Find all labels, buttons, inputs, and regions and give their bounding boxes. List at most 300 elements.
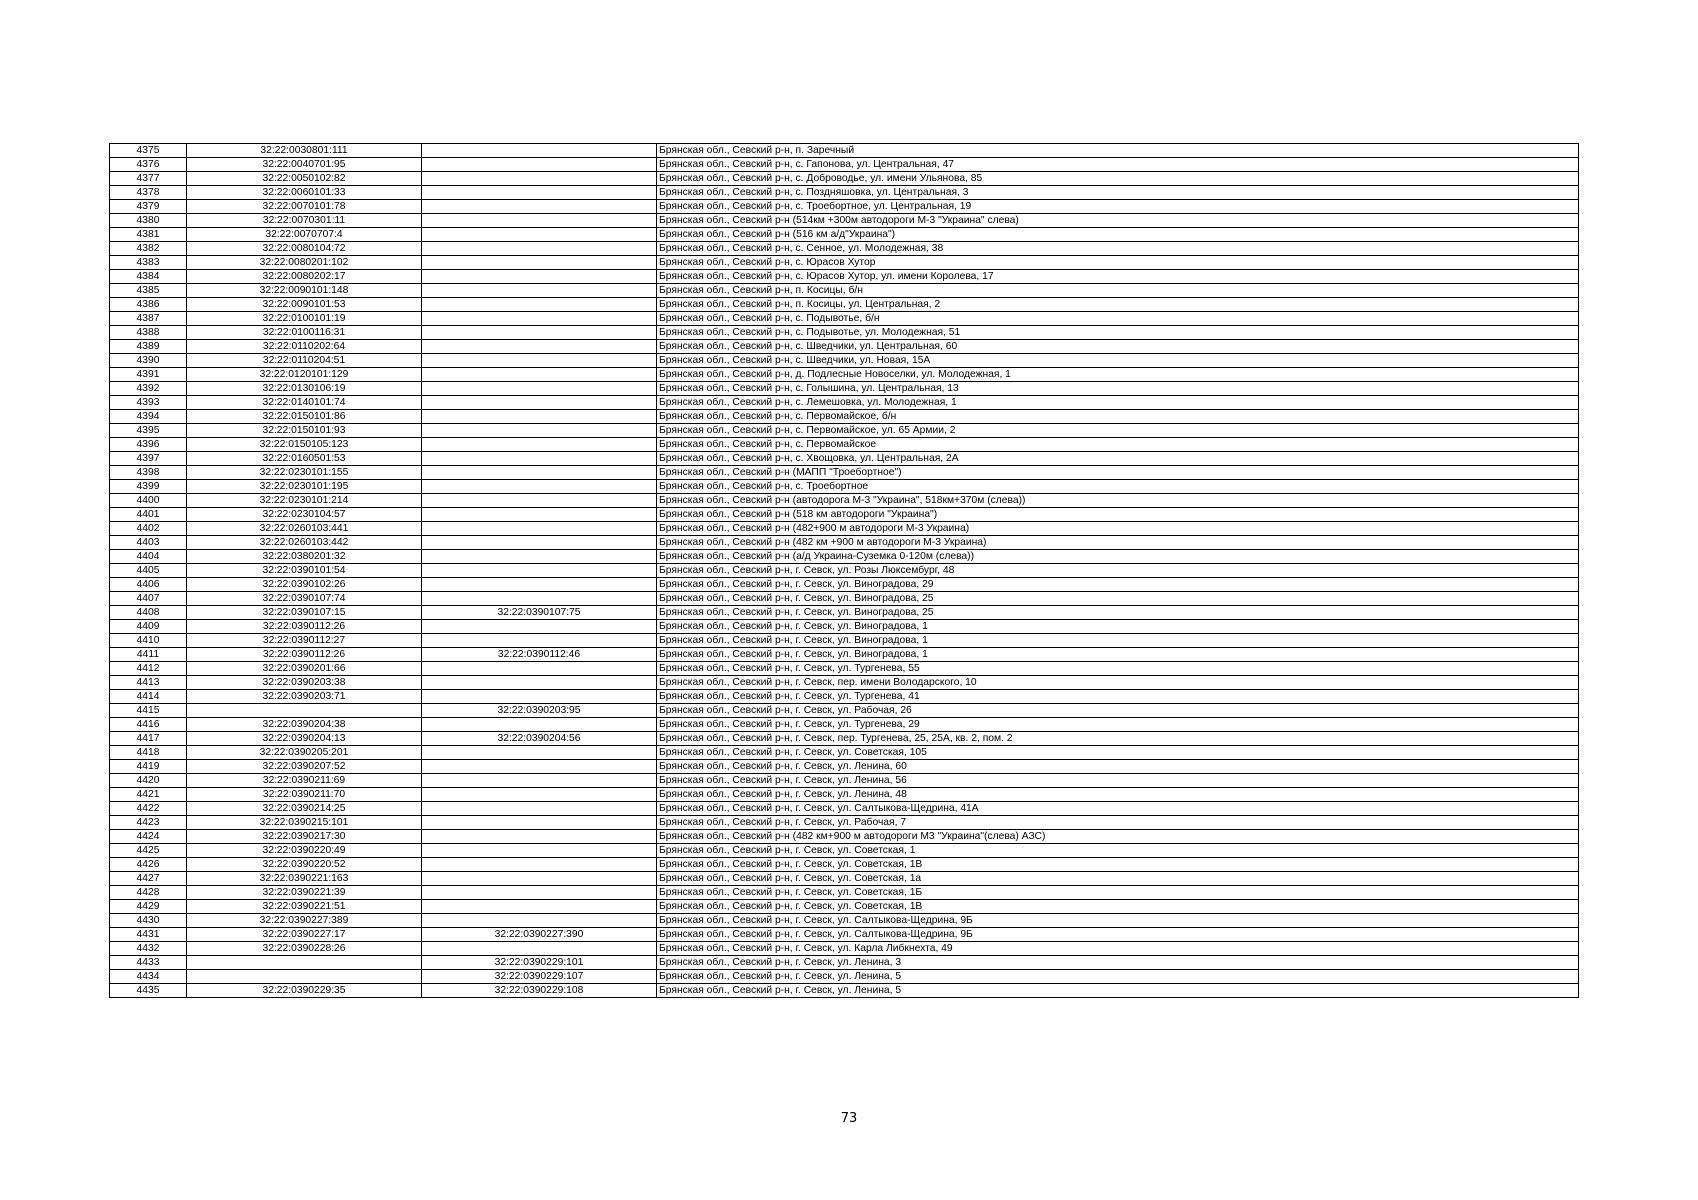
page-number: 73 <box>840 1111 858 1126</box>
row-number-cell: 4379 <box>110 200 187 214</box>
row-number-cell: 4425 <box>110 844 187 858</box>
table-row <box>110 256 1579 270</box>
cadastral-number-cell: 32:22:0070301:11 <box>187 214 422 228</box>
related-cadastral-number-cell <box>422 942 657 956</box>
address-cell: Брянская обл., Севский р-н, г. Севск, ул. Виноградова, 25 <box>657 606 1579 620</box>
related-cadastral-number-cell <box>422 242 657 256</box>
related-cadastral-number-cell <box>422 494 657 508</box>
address-cell: Брянская обл., Севский р-н (а/д Украина-Суземка 0-120м (слева)) <box>657 550 1579 564</box>
table-row <box>110 886 1579 900</box>
table-row <box>110 270 1579 284</box>
address-cell: Брянская обл., Севский р-н, с. Юрасов Хутор <box>657 256 1579 270</box>
table-row <box>110 438 1579 452</box>
row-number-cell: 4403 <box>110 536 187 550</box>
cadastral-number-cell: 32:22:0150105:123 <box>187 438 422 452</box>
table-row <box>110 914 1579 928</box>
row-number-cell: 4416 <box>110 718 187 732</box>
address-cell: Брянская обл., Севский р-н, с. Троебортное <box>657 480 1579 494</box>
cadastral-number-cell: 32:22:0390201:66 <box>187 662 422 676</box>
row-number-cell: 4430 <box>110 914 187 928</box>
table-row <box>110 410 1579 424</box>
related-cadastral-number-cell <box>422 368 657 382</box>
row-number-cell: 4388 <box>110 326 187 340</box>
row-number-cell: 4394 <box>110 410 187 424</box>
table-row <box>110 382 1579 396</box>
address-cell: Брянская обл., Севский р-н, г. Севск, ул. Советская, 1В <box>657 900 1579 914</box>
table-row <box>110 186 1579 200</box>
cadastral-number-cell: 32:22:0140101:74 <box>187 396 422 410</box>
related-cadastral-number-cell <box>422 410 657 424</box>
table-row <box>110 466 1579 480</box>
related-cadastral-number-cell: 32:22:0390229:101 <box>422 956 657 970</box>
cadastral-number-cell: 32:22:0390204:13 <box>187 732 422 746</box>
address-cell: Брянская обл., Севский р-н, г. Севск, ул. Салтыкова-Щедрина, 41А <box>657 802 1579 816</box>
cadastral-number-cell: 32:22:0070707:4 <box>187 228 422 242</box>
related-cadastral-number-cell <box>422 886 657 900</box>
row-number-cell: 4401 <box>110 508 187 522</box>
related-cadastral-number-cell <box>422 508 657 522</box>
table-row <box>110 144 1579 158</box>
table-row <box>110 634 1579 648</box>
cadastral-number-cell: 32:22:0390107:74 <box>187 592 422 606</box>
cadastral-number-cell: 32:22:0390207:52 <box>187 760 422 774</box>
address-cell: Брянская обл., Севский р-н, с. Первомайское <box>657 438 1579 452</box>
table-row <box>110 858 1579 872</box>
address-cell: Брянская обл., Севский р-н, г. Севск, ул. Виноградова, 1 <box>657 648 1579 662</box>
address-cell: Брянская обл., Севский р-н, г. Севск, ул. Советская, 1Б <box>657 886 1579 900</box>
address-cell: Брянская обл., Севский р-н, д. Подлесные Новоселки, ул. Молодежная, 1 <box>657 368 1579 382</box>
table-row <box>110 550 1579 564</box>
address-cell: Брянская обл., Севский р-н, г. Севск, ул. Советская, 1а <box>657 872 1579 886</box>
row-number-cell: 4408 <box>110 606 187 620</box>
related-cadastral-number-cell <box>422 550 657 564</box>
related-cadastral-number-cell <box>422 858 657 872</box>
address-cell: Брянская обл., Севский р-н, г. Севск, ул. Ленина, 60 <box>657 760 1579 774</box>
address-cell: Брянская обл., Севский р-н, с. Доброводье, ул. имени Ульянова, 85 <box>657 172 1579 186</box>
address-cell: Брянская обл., Севский р-н, с. Лемешовка, ул. Молодежная, 1 <box>657 396 1579 410</box>
row-number-cell: 4433 <box>110 956 187 970</box>
cadastral-number-cell: 32:22:0260103:442 <box>187 536 422 550</box>
table-row <box>110 774 1579 788</box>
cadastral-number-cell: 32:22:0390211:69 <box>187 774 422 788</box>
row-number-cell: 4419 <box>110 760 187 774</box>
table-row <box>110 928 1579 942</box>
cadastral-number-cell: 32:22:0090101:53 <box>187 298 422 312</box>
related-cadastral-number-cell <box>422 872 657 886</box>
cadastral-number-cell: 32:22:0390229:35 <box>187 984 422 998</box>
row-number-cell: 4398 <box>110 466 187 480</box>
cadastral-number-cell: 32:22:0390107:15 <box>187 606 422 620</box>
table-row <box>110 424 1579 438</box>
row-number-cell: 4414 <box>110 690 187 704</box>
related-cadastral-number-cell <box>422 354 657 368</box>
table-row <box>110 718 1579 732</box>
address-cell: Брянская обл., Севский р-н, с. Шведчики, ул. Центральная, 60 <box>657 340 1579 354</box>
cadastral-number-cell: 32:22:0090101:148 <box>187 284 422 298</box>
cadastral-number-cell: 32:22:0390227:389 <box>187 914 422 928</box>
row-number-cell: 4390 <box>110 354 187 368</box>
related-cadastral-number-cell <box>422 620 657 634</box>
cadastral-number-cell: 32:22:0130106:19 <box>187 382 422 396</box>
table-row <box>110 704 1579 718</box>
address-cell: Брянская обл., Севский р-н, с. Шведчики, ул. Новая, 15А <box>657 354 1579 368</box>
cadastral-number-cell: 32:22:0120101:129 <box>187 368 422 382</box>
address-cell: Брянская обл., Севский р-н, с. Сенное, ул. Молодежная, 38 <box>657 242 1579 256</box>
address-cell: Брянская обл., Севский р-н, г. Севск, ул. Ленина, 3 <box>657 956 1579 970</box>
cadastral-number-cell: 32:22:0390220:52 <box>187 858 422 872</box>
table-row <box>110 676 1579 690</box>
address-cell: Брянская обл., Севский р-н, г. Севск, ул. Советская, 105 <box>657 746 1579 760</box>
table-row <box>110 452 1579 466</box>
table-row <box>110 396 1579 410</box>
address-cell: Брянская обл., Севский р-н, г. Севск, ул. Салтыкова-Щедрина, 9Б <box>657 928 1579 942</box>
row-number-cell: 4432 <box>110 942 187 956</box>
cadastral-number-cell: 32:22:0390101:54 <box>187 564 422 578</box>
row-number-cell: 4412 <box>110 662 187 676</box>
table-row <box>110 228 1579 242</box>
cadastral-number-cell: 32:22:0060101:33 <box>187 186 422 200</box>
table-row <box>110 606 1579 620</box>
cadastral-number-cell: 32:22:0100101:19 <box>187 312 422 326</box>
table-row <box>110 760 1579 774</box>
related-cadastral-number-cell <box>422 592 657 606</box>
address-cell: Брянская обл., Севский р-н, г. Севск, ул. Тургенева, 41 <box>657 690 1579 704</box>
cadastral-number-cell: 32:22:0390112:26 <box>187 620 422 634</box>
table-row <box>110 368 1579 382</box>
table-row <box>110 172 1579 186</box>
address-cell: Брянская обл., Севский р-н (482+900 м автодороги М-3 Украина) <box>657 522 1579 536</box>
cadastral-number-cell: 32:22:0230101:214 <box>187 494 422 508</box>
related-cadastral-number-cell: 32:22:0390107:75 <box>422 606 657 620</box>
address-cell: Брянская обл., Севский р-н, п. Косицы, ул. Центральная, 2 <box>657 298 1579 312</box>
cadastral-number-cell: 32:22:0230101:195 <box>187 480 422 494</box>
cadastral-number-cell: 32:22:0390112:26 <box>187 648 422 662</box>
related-cadastral-number-cell <box>422 676 657 690</box>
cadastral-number-cell: 32:22:0110204:51 <box>187 354 422 368</box>
cadastral-number-cell: 32:22:0070101:78 <box>187 200 422 214</box>
table-row <box>110 746 1579 760</box>
related-cadastral-number-cell: 32:22:0390203:95 <box>422 704 657 718</box>
related-cadastral-number-cell <box>422 690 657 704</box>
row-number-cell: 4400 <box>110 494 187 508</box>
cadastral-number-cell: 32:22:0080201:102 <box>187 256 422 270</box>
cadastral-number-cell: 32:22:0390215:101 <box>187 816 422 830</box>
address-cell: Брянская обл., Севский р-н, с. Поздняшовка, ул. Центральная, 3 <box>657 186 1579 200</box>
address-cell: Брянская обл., Севский р-н, с. Первомайское, б/н <box>657 410 1579 424</box>
address-cell: Брянская обл., Севский р-н, г. Севск, ул. Ленина, 48 <box>657 788 1579 802</box>
cadastral-number-cell: 32:22:0390227:17 <box>187 928 422 942</box>
table-row <box>110 816 1579 830</box>
table-row <box>110 592 1579 606</box>
cadastral-number-cell: 32:22:0390221:51 <box>187 900 422 914</box>
related-cadastral-number-cell <box>422 480 657 494</box>
related-cadastral-number-cell <box>422 760 657 774</box>
address-cell: Брянская обл., Севский р-н, г. Севск, ул. Виноградова, 25 <box>657 592 1579 606</box>
row-number-cell: 4383 <box>110 256 187 270</box>
related-cadastral-number-cell <box>422 284 657 298</box>
related-cadastral-number-cell <box>422 788 657 802</box>
cadastral-number-cell: 32:22:0040701:95 <box>187 158 422 172</box>
address-cell: Брянская обл., Севский р-н, п. Косицы, б/н <box>657 284 1579 298</box>
cadastral-number-cell: 32:22:0110202:64 <box>187 340 422 354</box>
row-number-cell: 4384 <box>110 270 187 284</box>
row-number-cell: 4426 <box>110 858 187 872</box>
table-row <box>110 354 1579 368</box>
table-row <box>110 620 1579 634</box>
row-number-cell: 4396 <box>110 438 187 452</box>
row-number-cell: 4410 <box>110 634 187 648</box>
row-number-cell: 4411 <box>110 648 187 662</box>
row-number-cell: 4380 <box>110 214 187 228</box>
related-cadastral-number-cell <box>422 536 657 550</box>
related-cadastral-number-cell <box>422 802 657 816</box>
related-cadastral-number-cell <box>422 844 657 858</box>
table-row <box>110 648 1579 662</box>
related-cadastral-number-cell <box>422 718 657 732</box>
related-cadastral-number-cell <box>422 298 657 312</box>
related-cadastral-number-cell <box>422 186 657 200</box>
address-cell: Брянская обл., Севский р-н, г. Севск, ул. Тургенева, 55 <box>657 662 1579 676</box>
cadastral-number-cell <box>187 970 422 984</box>
related-cadastral-number-cell <box>422 438 657 452</box>
related-cadastral-number-cell <box>422 746 657 760</box>
row-number-cell: 4435 <box>110 984 187 998</box>
related-cadastral-number-cell <box>422 270 657 284</box>
table-row <box>110 802 1579 816</box>
table-row <box>110 298 1579 312</box>
row-number-cell: 4382 <box>110 242 187 256</box>
row-number-cell: 4427 <box>110 872 187 886</box>
table-row <box>110 900 1579 914</box>
table-row <box>110 970 1579 984</box>
row-number-cell: 4409 <box>110 620 187 634</box>
table-row <box>110 522 1579 536</box>
cadastral-number-cell: 32:22:0080104:72 <box>187 242 422 256</box>
table-row <box>110 536 1579 550</box>
related-cadastral-number-cell <box>422 144 657 158</box>
address-cell: Брянская обл., Севский р-н (518 км автодороги "Украина") <box>657 508 1579 522</box>
table-row <box>110 312 1579 326</box>
cadastral-number-cell: 32:22:0230101:155 <box>187 466 422 480</box>
cadastral-number-cell: 32:22:0390221:39 <box>187 886 422 900</box>
related-cadastral-number-cell <box>422 816 657 830</box>
row-number-cell: 4413 <box>110 676 187 690</box>
related-cadastral-number-cell: 32:22:0390229:107 <box>422 970 657 984</box>
row-number-cell: 4405 <box>110 564 187 578</box>
address-cell: Брянская обл., Севский р-н, с. Хвощовка, ул. Центральная, 2А <box>657 452 1579 466</box>
address-cell: Брянская обл., Севский р-н, г. Севск, ул. Рабочая, 7 <box>657 816 1579 830</box>
row-number-cell: 4423 <box>110 816 187 830</box>
related-cadastral-number-cell <box>422 914 657 928</box>
row-number-cell: 4404 <box>110 550 187 564</box>
related-cadastral-number-cell <box>422 466 657 480</box>
cadastral-number-cell: 32:22:0390203:71 <box>187 690 422 704</box>
cadastral-number-cell: 32:22:0390102:26 <box>187 578 422 592</box>
related-cadastral-number-cell <box>422 382 657 396</box>
cadastral-number-cell: 32:22:0030801:111 <box>187 144 422 158</box>
cadastral-number-cell: 32:22:0080202:17 <box>187 270 422 284</box>
address-cell: Брянская обл., Севский р-н (МАПП "Троебортное") <box>657 466 1579 480</box>
address-cell: Брянская обл., Севский р-н, г. Севск, ул. Ленина, 56 <box>657 774 1579 788</box>
cadastral-number-cell: 32:22:0150101:86 <box>187 410 422 424</box>
related-cadastral-number-cell <box>422 256 657 270</box>
table-row <box>110 326 1579 340</box>
cadastral-number-cell: 32:22:0390112:27 <box>187 634 422 648</box>
row-number-cell: 4387 <box>110 312 187 326</box>
related-cadastral-number-cell <box>422 172 657 186</box>
row-number-cell: 4421 <box>110 788 187 802</box>
related-cadastral-number-cell <box>422 452 657 466</box>
cadastral-number-cell: 32:22:0390214:25 <box>187 802 422 816</box>
cadastral-number-cell <box>187 704 422 718</box>
address-cell: Брянская обл., Севский р-н, г. Севск, ул. Советская, 1 <box>657 844 1579 858</box>
row-number-cell: 4429 <box>110 900 187 914</box>
table-row <box>110 284 1579 298</box>
row-number-cell: 4392 <box>110 382 187 396</box>
table-row <box>110 942 1579 956</box>
related-cadastral-number-cell: 32:22:0390229:108 <box>422 984 657 998</box>
table-row <box>110 956 1579 970</box>
row-number-cell: 4407 <box>110 592 187 606</box>
table-row <box>110 662 1579 676</box>
cadastral-number-cell: 32:22:0390204:38 <box>187 718 422 732</box>
cadastral-number-cell: 32:22:0380201:32 <box>187 550 422 564</box>
table-row <box>110 788 1579 802</box>
address-cell: Брянская обл., Севский р-н, с. Гапонова, ул. Центральная, 47 <box>657 158 1579 172</box>
related-cadastral-number-cell <box>422 312 657 326</box>
address-cell: Брянская обл., Севский р-н, г. Севск, пер. Тургенева, 25, 25А, кв. 2, пом. 2 <box>657 732 1579 746</box>
cadastral-number-cell: 32:22:0390205:201 <box>187 746 422 760</box>
related-cadastral-number-cell <box>422 214 657 228</box>
related-cadastral-number-cell <box>422 340 657 354</box>
row-number-cell: 4377 <box>110 172 187 186</box>
address-cell: Брянская обл., Севский р-н (482 км +900 м автодороги М-3 Украина) <box>657 536 1579 550</box>
address-cell: Брянская обл., Севский р-н, г. Севск, ул. Рабочая, 26 <box>657 704 1579 718</box>
table-row <box>110 508 1579 522</box>
address-cell: Брянская обл., Севский р-н, г. Севск, ул. Ленина, 5 <box>657 984 1579 998</box>
address-cell: Брянская обл., Севский р-н, с. Подывотье, б/н <box>657 312 1579 326</box>
table-row <box>110 578 1579 592</box>
related-cadastral-number-cell <box>422 522 657 536</box>
address-cell: Брянская обл., Севский р-н, г. Севск, ул. Виноградова, 29 <box>657 578 1579 592</box>
related-cadastral-number-cell <box>422 662 657 676</box>
row-number-cell: 4418 <box>110 746 187 760</box>
address-cell: Брянская обл., Севский р-н, с. Юрасов Хутор, ул. имени Королева, 17 <box>657 270 1579 284</box>
address-cell: Брянская обл., Севский р-н, г. Севск, ул. Советская, 1В <box>657 858 1579 872</box>
related-cadastral-number-cell <box>422 200 657 214</box>
table-body <box>110 144 1579 998</box>
address-cell: Брянская обл., Севский р-н, г. Севск, ул. Виноградова, 1 <box>657 620 1579 634</box>
row-number-cell: 4422 <box>110 802 187 816</box>
table-row <box>110 494 1579 508</box>
address-cell: Брянская обл., Севский р-н (автодорога М-3 "Украина", 518км+370м (слева)) <box>657 494 1579 508</box>
related-cadastral-number-cell <box>422 424 657 438</box>
row-number-cell: 4395 <box>110 424 187 438</box>
row-number-cell: 4417 <box>110 732 187 746</box>
related-cadastral-number-cell <box>422 326 657 340</box>
related-cadastral-number-cell <box>422 900 657 914</box>
row-number-cell: 4406 <box>110 578 187 592</box>
related-cadastral-number-cell <box>422 228 657 242</box>
related-cadastral-number-cell <box>422 578 657 592</box>
row-number-cell: 4385 <box>110 284 187 298</box>
table-row <box>110 480 1579 494</box>
related-cadastral-number-cell: 32:22:0390227:390 <box>422 928 657 942</box>
cadastral-number-cell: 32:22:0230104:57 <box>187 508 422 522</box>
row-number-cell: 4397 <box>110 452 187 466</box>
row-number-cell: 4424 <box>110 830 187 844</box>
cadastral-number-cell: 32:22:0260103:441 <box>187 522 422 536</box>
address-cell: Брянская обл., Севский р-н, г. Севск, ул. Ленина, 5 <box>657 970 1579 984</box>
row-number-cell: 4393 <box>110 396 187 410</box>
row-number-cell: 4428 <box>110 886 187 900</box>
related-cadastral-number-cell <box>422 634 657 648</box>
row-number-cell: 4381 <box>110 228 187 242</box>
cadastral-number-cell: 32:22:0390220:49 <box>187 844 422 858</box>
row-number-cell: 4386 <box>110 298 187 312</box>
row-number-cell: 4420 <box>110 774 187 788</box>
table-row <box>110 872 1579 886</box>
address-cell: Брянская обл., Севский р-н, г. Севск, ул. Салтыкова-Щедрина, 9Б <box>657 914 1579 928</box>
row-number-cell: 4378 <box>110 186 187 200</box>
cadastral-number-cell: 32:22:0390217:30 <box>187 830 422 844</box>
row-number-cell: 4375 <box>110 144 187 158</box>
row-number-cell: 4415 <box>110 704 187 718</box>
cadastral-number-cell: 32:22:0100116:31 <box>187 326 422 340</box>
row-number-cell: 4402 <box>110 522 187 536</box>
table-row <box>110 340 1579 354</box>
table-row <box>110 830 1579 844</box>
cadastral-number-cell: 32:22:0050102:82 <box>187 172 422 186</box>
address-cell: Брянская обл., Севский р-н (516 км а/д"Украина") <box>657 228 1579 242</box>
cadastral-number-cell: 32:22:0390221:163 <box>187 872 422 886</box>
row-number-cell: 4399 <box>110 480 187 494</box>
cadastral-number-cell <box>187 956 422 970</box>
address-cell: Брянская обл., Севский р-н, г. Севск, ул. Виноградова, 1 <box>657 634 1579 648</box>
table-row <box>110 242 1579 256</box>
table-row <box>110 200 1579 214</box>
table-row <box>110 158 1579 172</box>
related-cadastral-number-cell <box>422 830 657 844</box>
cadastral-number-cell: 32:22:0390203:38 <box>187 676 422 690</box>
row-number-cell: 4389 <box>110 340 187 354</box>
table-row <box>110 214 1579 228</box>
address-cell: Брянская обл., Севский р-н, г. Севск, пер. имени Володарского, 10 <box>657 676 1579 690</box>
row-number-cell: 4391 <box>110 368 187 382</box>
table-row <box>110 732 1579 746</box>
related-cadastral-number-cell <box>422 158 657 172</box>
table-row <box>110 984 1579 998</box>
related-cadastral-number-cell <box>422 564 657 578</box>
related-cadastral-number-cell: 32:22:0390204:56 <box>422 732 657 746</box>
address-cell: Брянская обл., Севский р-н, п. Заречный <box>657 144 1579 158</box>
address-cell: Брянская обл., Севский р-н, с. Троебортное, ул. Центральная, 19 <box>657 200 1579 214</box>
address-cell: Брянская обл., Севский р-н (482 км+900 м автодороги М3 "Украина"(слева) АЗС) <box>657 830 1579 844</box>
cadastral-number-cell: 32:22:0150101:93 <box>187 424 422 438</box>
table-row <box>110 844 1579 858</box>
address-cell: Брянская обл., Севский р-н, с. Подывотье, ул. Молодежная, 51 <box>657 326 1579 340</box>
table-row <box>110 690 1579 704</box>
cadastral-register-table <box>109 143 1579 998</box>
related-cadastral-number-cell: 32:22:0390112:46 <box>422 648 657 662</box>
address-cell: Брянская обл., Севский р-н, г. Севск, ул. Карла Либкнехта, 49 <box>657 942 1579 956</box>
address-cell: Брянская обл., Севский р-н, г. Севск, ул. Тургенева, 29 <box>657 718 1579 732</box>
row-number-cell: 4431 <box>110 928 187 942</box>
address-cell: Брянская обл., Севский р-н (514км +300м автодороги М-3 "Украина" слева) <box>657 214 1579 228</box>
address-cell: Брянская обл., Севский р-н, с. Первомайское, ул. 65 Армии, 2 <box>657 424 1579 438</box>
row-number-cell: 4434 <box>110 970 187 984</box>
table-row <box>110 564 1579 578</box>
